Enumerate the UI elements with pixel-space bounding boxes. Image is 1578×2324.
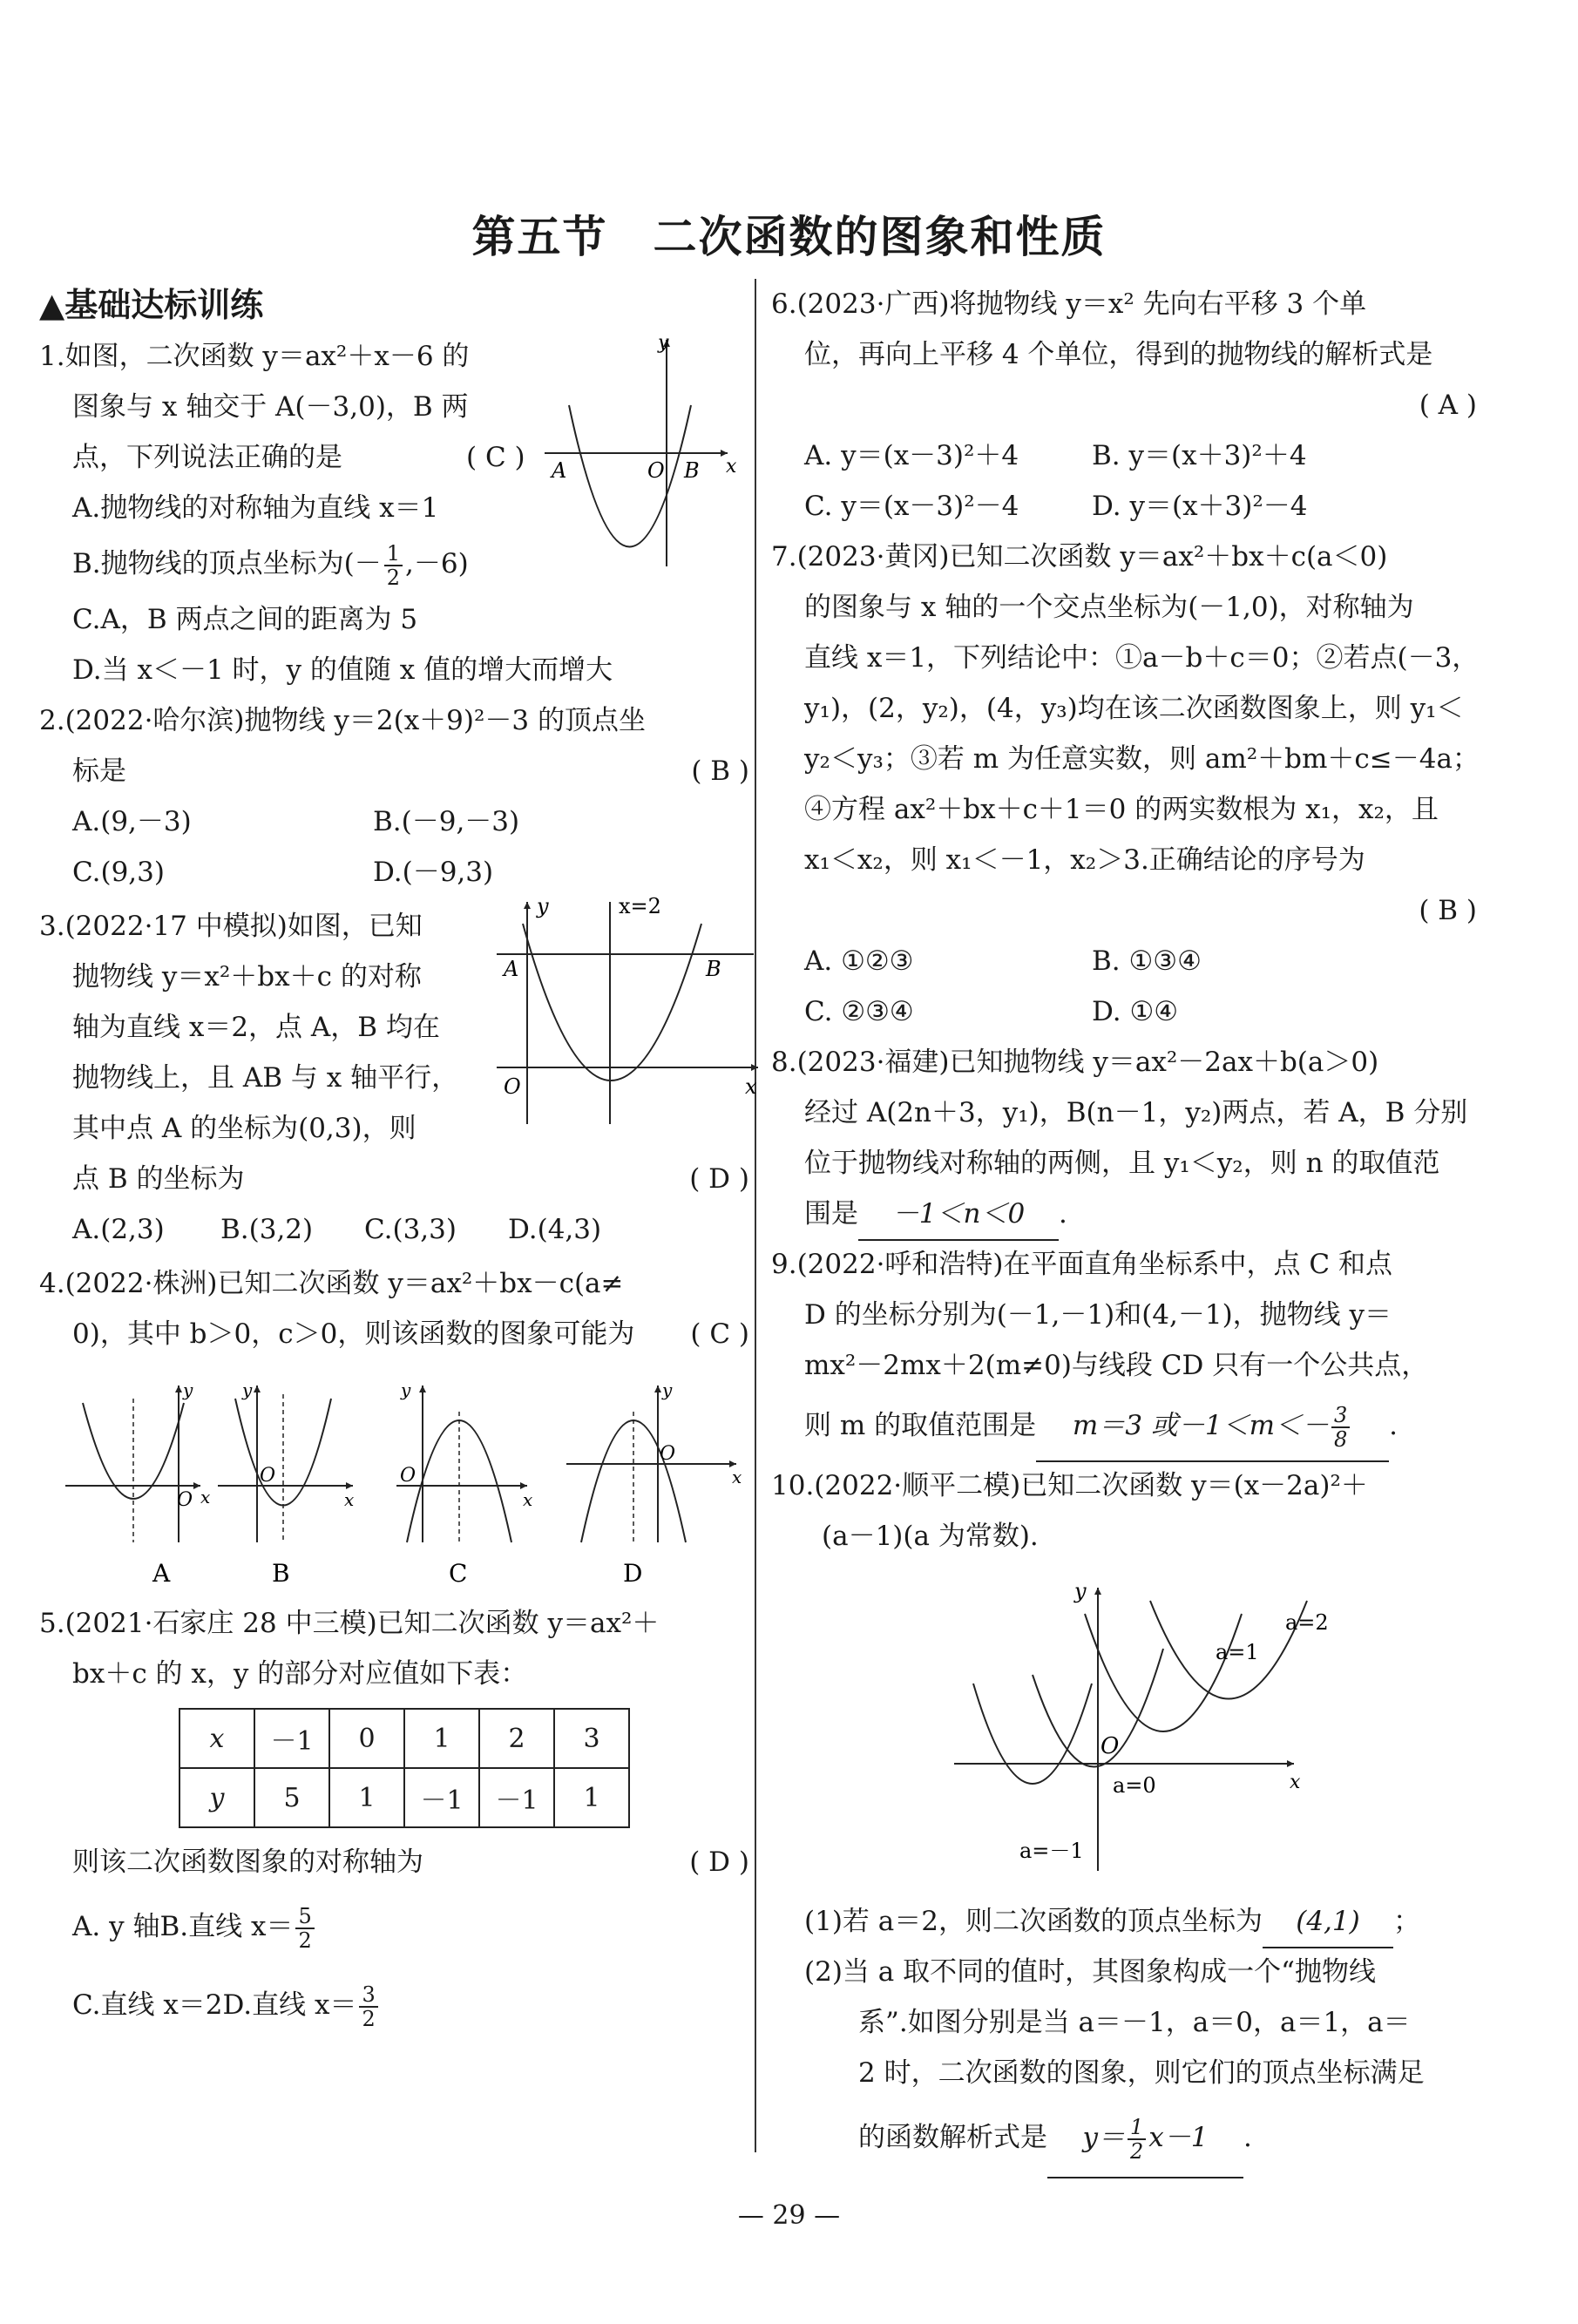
q10-label-a1: a=1	[1216, 1640, 1259, 1664]
q1-line: 1.如图，二次函数 y＝ax²＋x－6 的	[39, 341, 470, 372]
denominator: 8	[1334, 1426, 1348, 1452]
q10-p2-blank	[1047, 2098, 1243, 2178]
question-7	[771, 532, 1480, 1037]
q7-answer: ( B )	[1419, 895, 1477, 926]
q10-p2-fraction	[1128, 2116, 1146, 2163]
question-8	[771, 1037, 1477, 1239]
q10-label-a2: a=2	[1285, 1610, 1329, 1635]
q6-answer-line	[771, 380, 1477, 430]
q10-graph-origin: O	[1101, 1733, 1120, 1759]
q4-b-x-label: x	[344, 1489, 355, 1510]
q8-line: 8.(2023·福建)已知抛物线 y＝ax²－2ax＋b(a＞0)	[771, 1047, 1379, 1078]
q3-graph-point-a: A	[504, 957, 519, 981]
q2-line: 2.(2022·哈尔滨)抛物线 y＝2(x＋9)²－3 的顶点坐	[39, 705, 647, 736]
q6-line: 6.(2023·广西)将抛物线 y＝x² 先向右平移 3 个单	[771, 288, 1367, 320]
numerator: 1	[384, 542, 403, 566]
q8-last-post: .	[1059, 1198, 1067, 1230]
table-row	[179, 1709, 629, 1768]
q10-part-1	[771, 1896, 1477, 1947]
q5-b-fraction	[295, 1905, 314, 1952]
q1-option-c: C.A，B 两点之间的距离为 5	[72, 604, 418, 635]
q9-line: mx²－2mx＋2(m≠0)与线段 CD 只有一个公共点，	[804, 1350, 1429, 1381]
table-cell: 2	[479, 1709, 554, 1768]
page-number: — 29 —	[737, 2200, 841, 2231]
q8-answer-blank: －1＜n＜0	[858, 1189, 1059, 1241]
q4-a-y-label: y	[183, 1379, 193, 1400]
q4-line: 4.(2022·株洲)已知二次函数 y＝ax²＋bx－c(a≠	[39, 1268, 624, 1299]
table-cell: 0	[329, 1709, 404, 1768]
q1-line-text: 点，下列说法正确的是	[72, 442, 342, 473]
q3-graph-axis-label: x=2	[619, 894, 661, 918]
denominator: 2	[386, 565, 401, 590]
q1-b-pre: B.抛物线的顶点坐标为(－	[72, 548, 382, 579]
denominator: 2	[362, 2006, 376, 2031]
q2-answer: ( B )	[691, 755, 749, 787]
q5-answer: ( D )	[689, 1846, 749, 1878]
table-cell: －1	[404, 1768, 479, 1827]
q6-option-a: A. y＝(x－3)²＋4	[804, 440, 1019, 471]
question-5	[39, 1598, 749, 2044]
q5-line: 5.(2021·石家庄 28 中三模)已知二次函数 y＝ax²＋	[39, 1608, 660, 1639]
q7-answer-line	[771, 885, 1477, 936]
q8-line: 位于抛物线对称轴的两侧，且 y₁＜y₂，则 n 的取值范	[804, 1148, 1440, 1179]
q1-answer: ( C )	[466, 442, 525, 473]
q2-option-c: C.(9,3)	[72, 857, 165, 888]
q7-options-row	[771, 986, 1477, 1037]
numerator: 3	[1331, 1404, 1350, 1428]
q5-d-fraction	[359, 1983, 377, 2030]
q9-line: 9.(2022·呼和浩特)在平面直角坐标系中，点 C 和点	[771, 1249, 1392, 1280]
q7-options-row	[771, 936, 1477, 986]
table-cell: 1	[329, 1768, 404, 1827]
q1-graph-x-label: x	[726, 456, 737, 478]
q1-b-post: ,－6)	[405, 548, 469, 579]
q3-line: 抛物线 y＝x²＋bx＋c 的对称	[72, 961, 422, 993]
q6-options-row	[771, 481, 1477, 532]
q5-line	[39, 1837, 749, 1887]
q1-option-d: D.当 x＜－1 时，y 的值随 x 值的增大而增大	[72, 654, 613, 686]
q3-line	[39, 1154, 749, 1204]
q9-answer-blank	[1036, 1391, 1389, 1462]
q4-d-x-label: x	[732, 1467, 742, 1487]
column-divider	[755, 279, 756, 2152]
table-cell: x	[179, 1709, 254, 1768]
table-cell: －1	[254, 1709, 329, 1768]
q4-graph-b	[218, 1379, 354, 1588]
q10-part-2-line: 系”.如图分别是当 a＝－1，a＝0，a＝1，a＝	[858, 2007, 1411, 2038]
question-9	[771, 1239, 1477, 1460]
table-cell: －1	[479, 1768, 554, 1827]
numerator: 5	[295, 1905, 314, 1929]
q7-line: x₁＜x₂，则 x₁＜－1，x₂＞3.正确结论的序号为	[804, 844, 1365, 876]
q5-d-pre: D.直线 x＝	[222, 1989, 357, 2021]
q9-fraction	[1331, 1404, 1350, 1451]
denominator: 2	[298, 1928, 312, 1953]
q10-graph-x-label: x	[1290, 1772, 1301, 1793]
q7-line: y₁)，(2，y₂)，(4，y₃)均在该二次函数图象上，则 y₁＜	[804, 693, 1464, 724]
q7-option-a: A. ①②③	[804, 945, 914, 977]
q9-line: D 的坐标分别为(－1,－1)和(4,－1)，抛物线 y＝	[804, 1299, 1392, 1331]
q2-option-b: B.(－9,－3)	[373, 806, 520, 837]
q3-line: 轴为直线 x＝2，点 A，B 均在	[72, 1012, 440, 1043]
q1-graph-point-b: B	[684, 458, 700, 483]
q1-graph-origin: O	[647, 458, 665, 483]
q4-d-y-label: y	[662, 1379, 673, 1400]
q4-c-y-label: y	[401, 1379, 411, 1400]
q6-option-d: D. y＝(x＋3)²－4	[1092, 491, 1308, 522]
q10-p2-blank-pre: y＝	[1082, 2122, 1125, 2153]
q3-line: 3.(2022·17 中模拟)如图，已知	[39, 911, 423, 942]
q10-p1-post: ；	[1392, 1906, 1420, 1937]
q3-graph-point-b: B	[706, 957, 721, 981]
q9-blank-pre: m＝3 或－1＜m＜－	[1072, 1410, 1330, 1441]
q6-options-row	[771, 430, 1477, 481]
q5-b-pre: B.直线 x＝	[159, 1911, 294, 1942]
q2-line-text: 标是	[72, 755, 126, 787]
table-cell: 5	[254, 1768, 329, 1827]
q7-option-d: D. ①④	[1092, 996, 1179, 1027]
q4-graphs	[39, 1359, 749, 1595]
table-cell: y	[179, 1768, 254, 1827]
q1-b-fraction	[384, 542, 403, 589]
q2-line	[39, 746, 749, 796]
q5-option-c: C.直线 x＝2	[72, 1989, 223, 2021]
q2-options-row	[39, 796, 749, 847]
q4-b-y-label: y	[242, 1379, 253, 1400]
q10-p1-pre: (1)若 a＝2，则二次函数的顶点坐标为	[804, 1906, 1263, 1937]
q4-label-a: A	[152, 1559, 171, 1588]
q3-graph-x-label: x	[745, 1074, 757, 1099]
q10-p2-post: .	[1243, 2122, 1252, 2153]
q1-line: 图象与 x 轴交于 A(－3,0)，B 两	[72, 391, 469, 423]
q5-option-a: A. y 轴	[72, 1911, 160, 1942]
q7-option-b: B. ①③④	[1092, 945, 1202, 977]
q10-p2-blank-post: x－1	[1148, 2122, 1209, 2153]
q10-line: (a－1)(a 为常数).	[822, 1521, 1039, 1552]
q5-value-table	[179, 1708, 630, 1828]
q10-p1-blank: (4,1)	[1263, 1896, 1393, 1948]
q4-c-origin: O	[400, 1465, 417, 1487]
q4-d-origin: O	[660, 1443, 676, 1465]
q3-option-c: C.(3,3)	[364, 1214, 457, 1245]
q4-graph-a	[65, 1379, 210, 1588]
table-cell: 1	[554, 1768, 629, 1827]
q2-option-a: A.(9,－3)	[72, 806, 192, 837]
q1-graph-y-label: y	[658, 332, 669, 354]
q5-option-b	[159, 1903, 316, 1953]
q7-line: y₂＜y₃；③若 m 为任意实数，则 am²＋bm＋c≤－4a；	[804, 743, 1480, 775]
q1-graph-point-a: A	[552, 458, 567, 483]
q1-graph	[536, 322, 745, 584]
table-row	[179, 1768, 629, 1827]
q4-line	[39, 1309, 749, 1359]
q7-line: 的图象与 x 轴的一个交点坐标为(－1,0)，对称轴为	[804, 592, 1414, 623]
q4-answer: ( C )	[690, 1318, 749, 1350]
left-column	[39, 279, 757, 2044]
question-2	[39, 695, 749, 898]
q8-line	[771, 1189, 1477, 1239]
table-cell: 1	[404, 1709, 479, 1768]
q3-options-row	[39, 1204, 749, 1255]
q10-graph	[771, 1562, 1477, 1893]
q4-line-text: 0)，其中 b＞0，c＞0，则该函数的图象可能为	[72, 1318, 635, 1350]
q10-graph-y-label: y	[1074, 1579, 1087, 1603]
denominator: 2	[1130, 2138, 1144, 2164]
q3-option-b: B.(3,2)	[220, 1214, 314, 1245]
q6-answer: ( A )	[1419, 390, 1477, 421]
question-6	[771, 279, 1477, 532]
q6-option-c: C. y＝(x－3)²－4	[804, 491, 1019, 522]
q3-graph	[488, 889, 767, 1133]
q10-label-am1: a=－1	[1019, 1839, 1084, 1863]
q4-label-b: B	[272, 1559, 290, 1588]
q8-line: 经过 A(2n＋3，y₁)，B(n－1，y₂)两点，若 A，B 分别	[804, 1097, 1468, 1128]
q9-last-post: .	[1389, 1410, 1398, 1441]
q10-part-2-line: (2)当 a 取不同的值时，其图象构成一个“抛物线	[804, 1956, 1376, 1988]
q7-option-c: C. ②③④	[804, 996, 914, 1027]
q9-line	[771, 1391, 1477, 1460]
q3-line: 其中点 A 的坐标为(0,3)，则	[72, 1113, 417, 1144]
q8-last-pre: 围是	[804, 1198, 858, 1230]
q3-option-a: A.(2,3)	[72, 1214, 165, 1245]
q4-graph-c	[396, 1379, 532, 1588]
q7-line: 7.(2023·黄冈)已知二次函数 y＝ax²＋bx＋c(a＜0)	[771, 541, 1388, 573]
q4-label-c: C	[449, 1559, 468, 1588]
q7-line: 直线 x＝1，下列结论中：①a－b＋c＝0；②若点(－3，	[804, 642, 1480, 674]
q1-option-a: A.抛物线的对称轴为直线 x＝1	[72, 492, 439, 524]
q4-a-origin: O	[177, 1489, 193, 1511]
q4-graph-d	[566, 1379, 742, 1588]
q6-option-b: B. y＝(x＋3)²＋4	[1092, 440, 1307, 471]
q5-option-d	[222, 1982, 381, 2031]
section-heading: ▲基础达标训练	[39, 286, 264, 324]
question-4	[39, 1258, 749, 1598]
q10-part-2-line	[771, 2098, 1477, 2177]
q4-a-x-label: x	[200, 1487, 211, 1508]
q2-option-d: D.(－9,3)	[373, 857, 494, 888]
q4-label-d: D	[623, 1559, 643, 1588]
q9-last-pre: 则 m 的取值范围是	[804, 1410, 1037, 1441]
q3-graph-y-label: y	[537, 894, 549, 918]
numerator: 1	[1128, 2116, 1146, 2140]
question-10	[771, 1460, 1477, 2177]
q3-line: 抛物线上，且 AB 与 x 轴平行，	[72, 1062, 459, 1094]
q3-answer: ( D )	[689, 1163, 749, 1195]
q10-label-a0: a=0	[1113, 1773, 1156, 1798]
q10-part-2-line: 2 时，二次函数的图象，则它们的顶点坐标满足	[858, 2057, 1425, 2089]
page-title: 第五节 二次函数的图象和性质	[471, 211, 1107, 262]
question-1	[39, 331, 749, 695]
q10-line: 10.(2022·顺平二模)已知二次函数 y＝(x－2a)²＋	[771, 1470, 1368, 1501]
q4-c-x-label: x	[523, 1489, 533, 1510]
q5-line: bx＋c 的 x，y 的部分对应值如下表：	[72, 1658, 528, 1690]
right-column	[771, 279, 1480, 2177]
numerator: 3	[359, 1983, 377, 2008]
question-3	[39, 894, 757, 1255]
q3-option-d: D.(4,3)	[508, 1214, 602, 1245]
q3-graph-origin: O	[504, 1074, 521, 1099]
q3-line-text: 点 B 的坐标为	[72, 1163, 245, 1195]
q6-line: 位，再向上平移 4 个单位，得到的抛物线的解析式是	[804, 339, 1433, 370]
table-cell: 3	[554, 1709, 629, 1768]
q7-line: ④方程 ax²＋bx＋c＋1＝0 的两实数根为 x₁，x₂，且	[804, 794, 1439, 825]
q4-b-origin: O	[260, 1465, 276, 1487]
q5-options-row	[39, 1887, 749, 1966]
q5-options-row	[39, 1966, 749, 2044]
q10-p2-pre: 的函数解析式是	[858, 2122, 1047, 2153]
q5-question: 则该二次函数图象的对称轴为	[72, 1846, 423, 1878]
